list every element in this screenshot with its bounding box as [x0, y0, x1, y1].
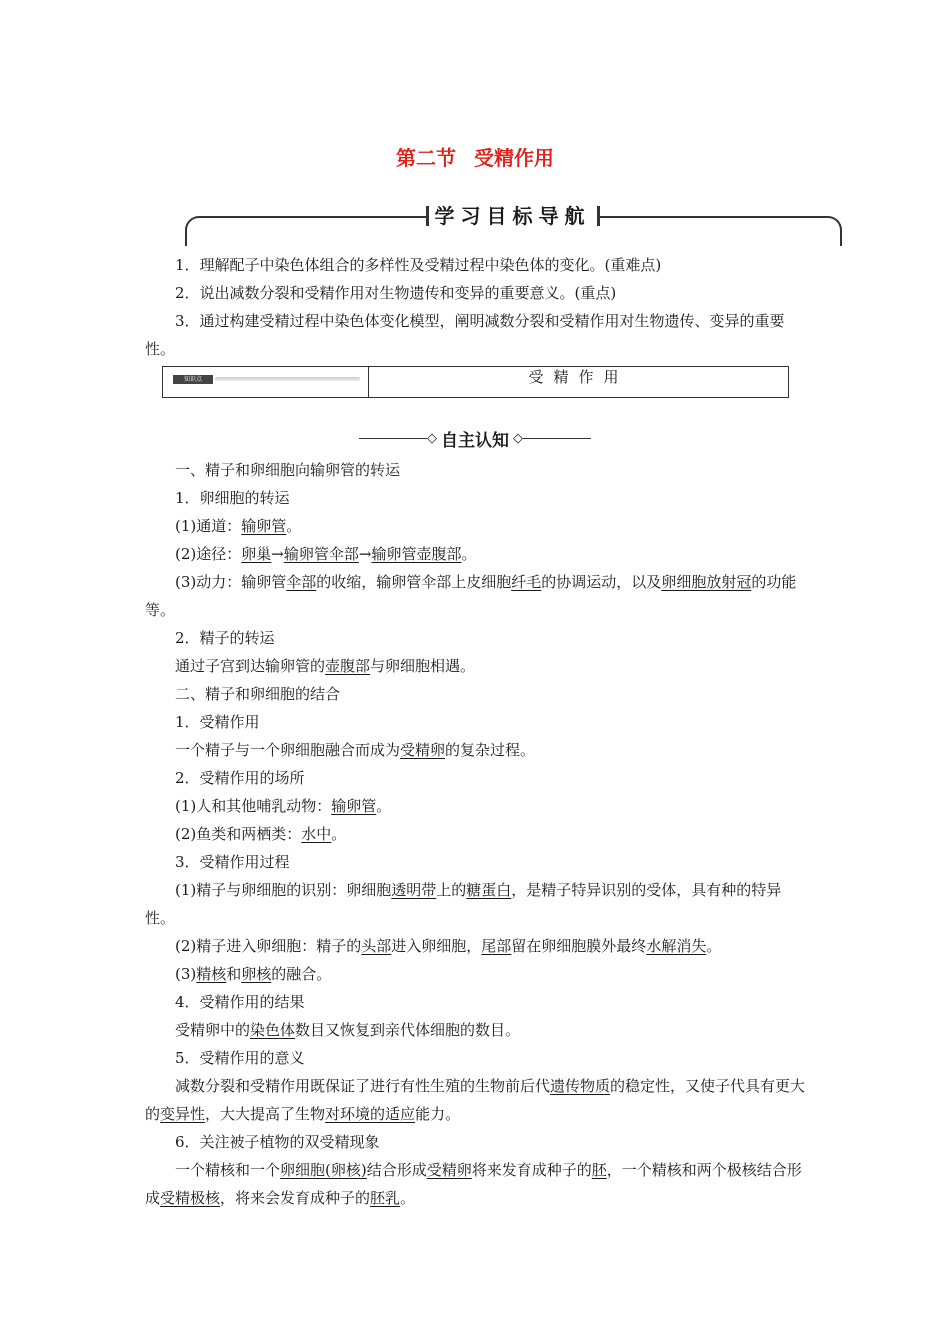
subheading: 5．受精作用的意义	[175, 1049, 305, 1067]
table-topic-cell: 受精作用	[528, 368, 629, 386]
goal-3: 3．通过构建受精过程中染色体变化模型，阐明减数分裂和受精作用对生物遗传、变异的重要性。	[145, 312, 785, 358]
subheading: 2．精子的转运	[175, 629, 275, 647]
page-title: 第二节 受精作用	[396, 146, 554, 170]
paragraph: (1)通道：输卵管。	[175, 517, 302, 535]
paragraph: (2)鱼类和两栖类：水中。	[175, 825, 347, 843]
paragraph: (2)途径：卵巢→输卵管伞部→输卵管壶腹部。	[175, 545, 477, 563]
subheading: 6．关注被子植物的双受精现象	[175, 1133, 380, 1151]
paragraph: 减数分裂和受精作用既保证了进行有性生殖的生物前后代遗传物质的稳定性，又使子代具有更大的变异性，大大提高了生物对环境的适应能力。	[145, 1077, 806, 1123]
goals-header	[185, 200, 840, 246]
paragraph: (3)动力：输卵管伞部的收缩，输卵管伞部上皮细胞纤毛的协调运动，以及卵细胞放射冠的功能等。	[145, 573, 797, 619]
paragraph: 一个精子与一个卵细胞融合而成为受精卵的复杂过程。	[175, 741, 536, 759]
paragraph: 受精卵中的染色体数目又恢复到亲代体细胞的数目。	[175, 1021, 521, 1039]
subheading: 1．受精作用	[175, 713, 260, 731]
diamond-icon: ◇	[513, 431, 523, 446]
goal-2: 2．说出减数分裂和受精作用对生物遗传和变异的重要意义。(重点)	[175, 284, 617, 302]
content-body	[145, 456, 810, 1212]
subheading: 3．受精作用过程	[175, 853, 290, 871]
goals-header-label: 学习目标导航	[429, 204, 597, 228]
goal-1: 1．理解配子中染色体组合的多样性及受精过程中染色体的变化。(重难点)	[175, 256, 662, 274]
section-heading: ◇ 自主认知 ◇	[0, 426, 950, 451]
knowledge-point-tag: 知识点	[173, 375, 213, 384]
diamond-icon: ◇	[427, 431, 437, 446]
tag-decoration	[215, 377, 360, 381]
header-bar-right	[597, 206, 600, 226]
paragraph: 通过子宫到达输卵管的壶腹部与卵细胞相遇。	[175, 657, 476, 675]
heading-2: 二、精子和卵细胞的结合	[175, 685, 341, 703]
paragraph: (1)人和其他哺乳动物：输卵管。	[175, 797, 392, 815]
paragraph: (3)精核和卵核的融合。	[175, 965, 332, 983]
subheading: 1．卵细胞的转运	[175, 489, 290, 507]
knowledge-point-table	[162, 366, 789, 398]
subheading: 4．受精作用的结果	[175, 993, 305, 1011]
heading-1: 一、精子和卵细胞向输卵管的转运	[175, 461, 401, 479]
paragraph: (1)精子与卵细胞的识别：卵细胞透明带上的糖蛋白，是精子特异识别的受体，具有种的特异性。	[145, 881, 782, 927]
subheading: 2．受精作用的场所	[175, 769, 305, 787]
paragraph: (2)精子进入卵细胞：精子的头部进入卵细胞，尾部留在卵细胞膜外最终水解消失。	[175, 937, 722, 955]
table-tag-cell	[163, 367, 369, 397]
paragraph: 一个精核和一个卵细胞(卵核)结合形成受精卵将来发育成种子的胚，一个精核和两个极核结合形成受精极核，将来会发育成种子的胚乳。	[145, 1161, 802, 1207]
